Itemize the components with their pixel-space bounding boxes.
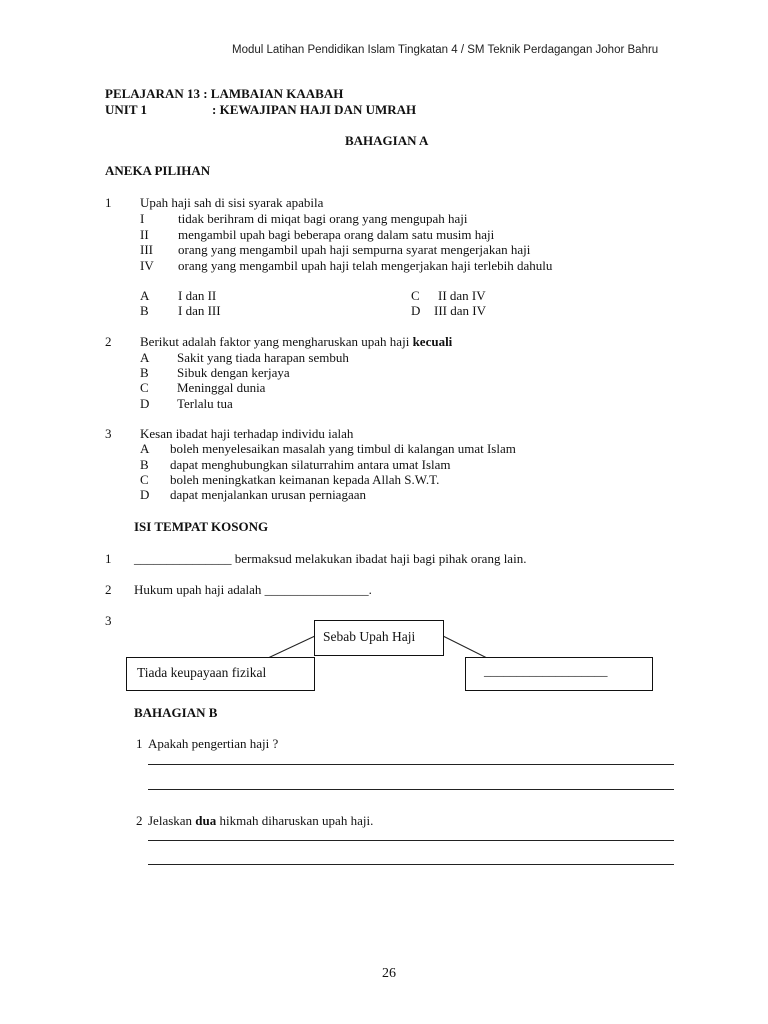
q1-roman: I xyxy=(140,211,145,226)
fill-1-number: 1 xyxy=(105,551,112,566)
q1-roman: IV xyxy=(140,258,154,273)
q3-option-letter: B xyxy=(140,457,149,472)
q1-option-text: II dan IV xyxy=(438,288,486,303)
q1-option-text: III dan IV xyxy=(434,303,486,318)
diagram-left-label: Tiada keupayaan fizikal xyxy=(137,665,267,680)
section-b-title: BAHAGIAN B xyxy=(134,705,218,720)
q2-option-text: Sibuk dengan kerjaya xyxy=(177,365,290,380)
q1-option-text: I dan III xyxy=(178,303,221,318)
q1-text: Upah haji sah di sisi syarak apabila xyxy=(140,195,324,210)
answer-line xyxy=(148,864,674,865)
b1-number: 1 xyxy=(136,736,143,751)
diagram-center-box xyxy=(314,620,444,656)
mcq-heading: ANEKA PILIHAN xyxy=(105,163,211,178)
q2-option-text: Sakit yang tiada harapan sembuh xyxy=(177,350,349,365)
q3-option-letter: A xyxy=(140,441,150,456)
q2-option-letter: D xyxy=(140,396,150,411)
answer-line xyxy=(148,840,674,841)
b2-number: 2 xyxy=(136,813,143,828)
section-a-title: BAHAGIAN A xyxy=(345,133,429,148)
q2-text-main: Berikut adalah faktor yang mengharuskan upah haji xyxy=(140,334,413,349)
q2-option-text: Terlalu tua xyxy=(177,396,233,411)
q2-text-bold: kecuali xyxy=(412,334,453,349)
connector-left xyxy=(268,636,315,658)
q3-option-letter: C xyxy=(140,472,149,487)
q1-option-text: I dan II xyxy=(178,288,217,303)
q3-option-text: dapat menghubungkan silaturrahim antara umat Islam xyxy=(170,457,451,472)
q2-option-letter: B xyxy=(140,365,149,380)
q3-option-text: boleh meningkatkan keimanan kepada Allah S.W.T. xyxy=(170,472,440,487)
unit-title: : KEWAJIPAN HAJI DAN UMRAH xyxy=(212,102,417,117)
q2-option-letter: A xyxy=(140,350,150,365)
q2-option-letter: C xyxy=(140,380,149,395)
b2-text-bold: dua xyxy=(195,813,217,828)
unit-label: UNIT 1 xyxy=(105,102,148,117)
fill-heading: ISI TEMPAT KOSONG xyxy=(134,519,269,534)
answer-line xyxy=(148,764,674,765)
connector-right xyxy=(443,636,487,658)
q1-option-letter: B xyxy=(140,303,149,318)
lesson-title: PELAJARAN 13 : LAMBAIAN KAABAH xyxy=(105,86,344,101)
running-header: Modul Latihan Pendidikan Islam Tingkatan 4 / SM Teknik Perdagangan Johor Bahru xyxy=(232,44,659,56)
q1-statement: orang yang mengambil upah haji telah mengerjakan haji terlebih dahulu xyxy=(178,258,553,273)
q1-roman: III xyxy=(140,242,153,257)
q1-roman: II xyxy=(140,227,149,242)
b1-text: Apakah pengertian haji ? xyxy=(148,736,279,751)
answer-line xyxy=(148,789,674,790)
b2-text xyxy=(148,813,373,828)
q1-statement: orang yang mengambil upah haji sempurna syarat mengerjakan haji xyxy=(178,242,531,257)
q1-option-letter: D xyxy=(411,303,421,318)
fill-1-text: _______________ bermaksud melakukan ibadat haji bagi pihak orang lain. xyxy=(134,551,527,566)
q3-text: Kesan ibadat haji terhadap individu ialah xyxy=(140,426,354,441)
q1-option-letter: A xyxy=(140,288,150,303)
q1-option-letter: C xyxy=(411,288,420,303)
page-number: 26 xyxy=(382,966,396,981)
q1-statement: mengambil upah bagi beberapa orang dalam satu musim haji xyxy=(178,227,495,242)
b2-text-post: hikmah diharuskan upah haji. xyxy=(216,813,374,828)
diagram-right-blank: ___________________ xyxy=(484,663,608,678)
q1-statement: tidak berihram di miqat bagi orang yang mengupah haji xyxy=(178,211,468,226)
diagram-left-box xyxy=(126,657,315,691)
b2-text-pre: Jelaskan xyxy=(148,813,196,828)
diagram-right-box xyxy=(465,657,653,691)
q1-number: 1 xyxy=(105,195,112,210)
q2-option-text: Meninggal dunia xyxy=(177,380,266,395)
q2-number: 2 xyxy=(105,334,112,349)
fill-2-number: 2 xyxy=(105,582,112,597)
diagram-center-label: Sebab Upah Haji xyxy=(323,629,416,644)
q3-number: 3 xyxy=(105,426,112,441)
q3-option-text: boleh menyelesaikan masalah yang timbul di kalangan umat Islam xyxy=(170,441,516,456)
fill-3-number: 3 xyxy=(105,613,112,628)
q3-option-letter: D xyxy=(140,487,150,502)
q3-option-text: dapat menjalankan urusan perniagaan xyxy=(170,487,366,502)
fill-2-text: Hukum upah haji adalah ________________. xyxy=(134,582,372,597)
